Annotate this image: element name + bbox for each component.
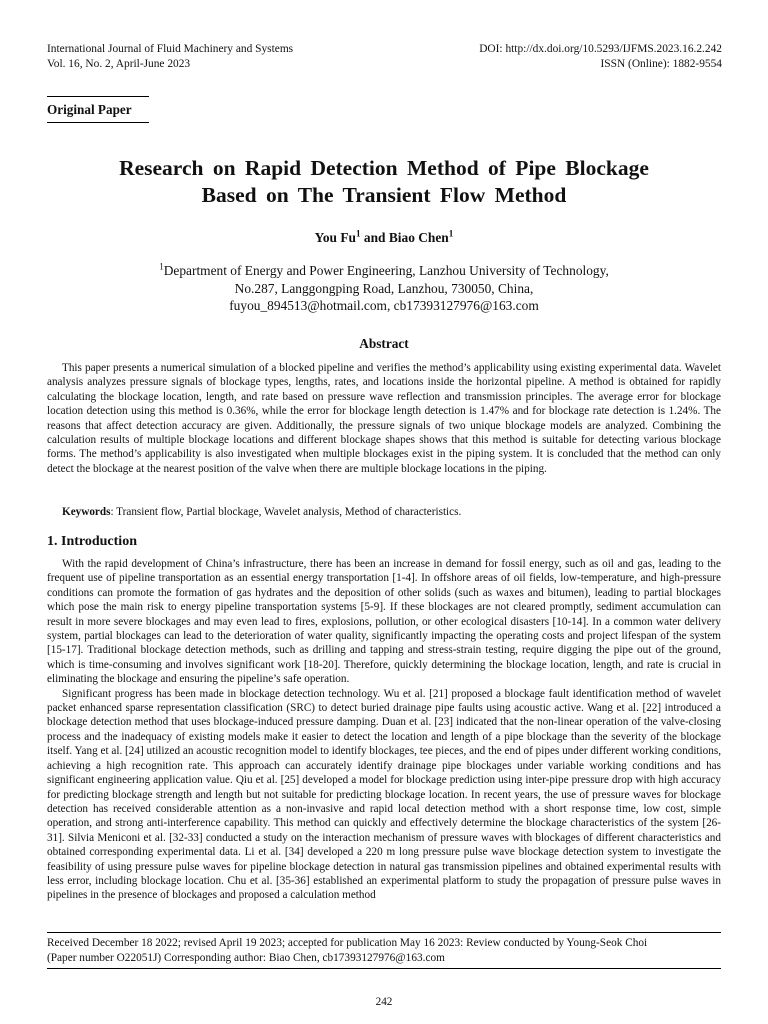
journal-header-right	[479, 42, 722, 72]
affiliation	[0, 262, 768, 315]
publication-footnote	[47, 932, 721, 969]
affiliation-mark: 1	[159, 261, 164, 272]
keywords	[47, 505, 721, 519]
paper-type-label: Original Paper	[47, 96, 149, 123]
affiliation-line-2: No.287, Langgongping Road, Lanzhou, 730050, China,	[234, 280, 534, 296]
footnote-received: Received December 18 2022; revised April 19 2023; accepted for publication May 16 2023: Review conducted by Young-Seok Choi	[47, 937, 648, 949]
affiliation-emails: fuyou_894513@hotmail.com, cb17393127976@163.com	[229, 298, 539, 313]
title-line-2: Based on The Transient Flow Method	[201, 183, 567, 207]
introduction-body	[47, 557, 721, 903]
footnote-corresponding: (Paper number O22051J) Corresponding author: Biao Chen, cb17393127976@163.com	[47, 951, 445, 964]
author-conjunction: and	[360, 230, 389, 245]
doi-text: DOI: http://dx.doi.org/10.5293/IJFMS.2023.16.2.242	[479, 43, 722, 55]
keywords-label: Keywords	[62, 506, 111, 518]
author-1: You Fu	[314, 230, 356, 245]
keywords-list: : Transient flow, Partial blockage, Wavelet analysis, Method of characteristics.	[110, 506, 462, 518]
title-line-1: Research on Rapid Detection Method of Pipe Blockage	[119, 156, 649, 180]
intro-paragraph-1: With the rapid development of China’s infrastructure, there has been an increase in demand for fossil energy, such as oil and gas, leading to the frequent use of pipeline transportation as an essential energy transportation [1-4]. In offshore areas of oil fields, low-temperature, and high-pressure conditions can promote the formation of gas hydrates and the deposition of other solids (such as waxes and bitumen), leading to partial blockages which pose the main risk to energy pipeline transportation systems [5-9]. If these blockages are not cleared promptly, sediment accumulation can result in more severe blockages and may even lead to fires, explosions, pollution, or other ecological disasters [10-14]. In a common water delivery system, partial blockages can lead to the deterioration of water quality, significantly impacting the operating costs and project lifespan of the system [15-17]. Traditional blockage detection methods, such as drilling and tapping and stress-strain testing, require digging the pipe out of the ground, which is time-consuming and involves significant work [18-20]. Therefore, quickly determining the blockage location, length, and rate is crucial in eliminating the blockage and ensuring the pipeline’s safe operation.	[47, 558, 721, 686]
author-2: Biao Chen	[388, 230, 449, 245]
author-list	[0, 229, 768, 247]
author-1-affil-mark: 1	[355, 228, 361, 239]
journal-name: International Journal of Fluid Machinery and Systems	[47, 43, 294, 55]
intro-paragraph-2: Significant progress has been made in blockage detection technology. Wu et al. [21] proposed a blockage fault identification method of wavelet packet enhanced sparse representation classification (SRC) to detect buried drainage pipe faults using acoustic active. Wang et al. [22] introduced a blockage detection method that uses blockage-induced pressure damping. Duan et al. [23] indicated that the non-linear operation of the valve-closing process and the inadequacy of existing models make it easier to detect the location and length of a pipe blockage than the severity of the blockage itself. Yang et al. [24] utilized an acoustic recognition model to identify blockages, tee pieces, and the end of pipes under different working conditions, achieving a high recognition rate. This approach can accurately identify drainage pipe blockages under variable working conditions and has significant engineering application value. Qiu et al. [25] developed a model for blockage prediction using inter-pipe pressure drop with high accuracy for predicting blockage strength and length but not suitable for predicting blockage location. In recent years, the use of pressure waves for blockage detection has received considerable attention as a non-invasive and rapid local detection method with a short response time, low cost, simple operation, and strong anti-interference capability. This method can quickly and effectively determine the blockage characteristics of the system [26-31]. Silvia Meniconi et al. [32-33] conducted a study on the interaction mechanism of pressure waves with blockages of different characteristics and obtained corresponding experimental data. Li et al. [34] developed a 220 m long pressure pulse wave blockage detection system to investigate the feasibility of using pressure pulse waves for pipeline blockage detection in natural gas transmission pipelines and obtained experimental results with less error, including blockage location. Chu et al. [35-36] established an experimental platform to study the propagation of pressure pulse waves in pipelines in the presence of blockages and proposed a calculation method	[47, 687, 721, 902]
section-heading-introduction: 1. Introduction	[47, 534, 137, 549]
abstract-heading: Abstract	[359, 336, 409, 351]
paper-title	[60, 155, 708, 209]
volume-info: Vol. 16, No. 2, April-June 2023	[47, 58, 191, 70]
journal-header-left	[47, 42, 293, 72]
issn-text: ISSN (Online): 1882-9554	[600, 58, 722, 70]
author-2-affil-mark: 1	[448, 228, 454, 239]
affiliation-line-1: $^1$Department of Energy and Power Engineering, Lanzhou University of Technology,	[159, 261, 609, 278]
abstract-body: This paper presents a numerical simulation of a blocked pipeline and verifies the method’s applicability using existing experimental data. Wavelet analysis analyzes pressure signals of blockage types, lengths, rates, and locations inside the horizontal pipeline. A method is obtained for rapidly calculating the blockage location, length, and rate based on pressure wave reflection and transmission principles. The average error for blockage location detection using this method is 0.36%, while the error for blockage length detection is 1.47% and for blockage rate detection is 1.24%. The reasons that affect detection accuracy are given. Additionally, the pressure signals of two unique blockage models are analyzed. Combining the calculation results of multiple blockage locations and different blockage shapes shows that this method is suitable for detecting various blockage forms. The method’s applicability is also investigated when multiple blockages exist in the piping system. It is concluded that the method can only detect the blockage at the nearest position of the valve when there are multiple blockage locations in the piping.	[47, 362, 721, 475]
page-number: 242	[375, 996, 393, 1008]
